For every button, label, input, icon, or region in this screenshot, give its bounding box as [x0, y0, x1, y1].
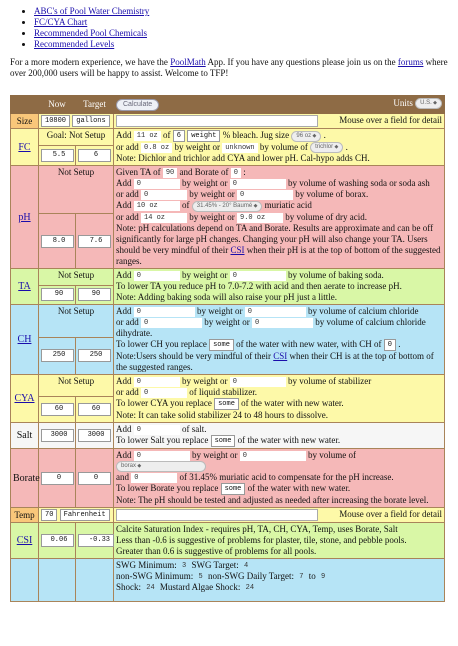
ph-dry-acid-volume[interactable]: 9.0 oz — [237, 213, 283, 223]
salt-replace-select[interactable]: some — [211, 435, 236, 447]
cya-stab-weight[interactable]: 0 — [134, 377, 180, 387]
fc-status: Goal: Not Setup — [39, 129, 114, 146]
ch-target-input[interactable]: 250 — [78, 349, 111, 362]
size-input[interactable]: 10800 — [41, 115, 70, 127]
ph-ta-input[interactable]: 90 — [163, 168, 177, 178]
ch-label[interactable]: CH — [17, 333, 32, 345]
header-target: Target — [76, 96, 114, 114]
ch-now-cell — [39, 337, 76, 374]
ph-acid-type-select[interactable]: 31.45% - 20° Baumé ◆ — [192, 201, 263, 212]
csi-target-value: -0.33 — [78, 534, 114, 547]
ch-row — [11, 304, 445, 337]
salt-now-input[interactable]: 3000 — [41, 429, 74, 442]
ph-target-input[interactable]: 7.6 — [78, 235, 111, 248]
salt-instructions: Add 0 of salt. To lower Salt you replace some of the water with new water. — [114, 422, 445, 448]
poolmath-app-link[interactable]: PoolMath — [170, 57, 206, 67]
ta-instructions: Add 0 by weight or 0 by volume of baking soda. To lower TA you reduce pH to 7.0-7.2 with acid and then aerate to increase pH. Note: Adding baking soda will also raise your pH just a little. — [114, 268, 445, 304]
swg-label-cell — [11, 559, 39, 602]
ch-new-water-input[interactable]: 0 — [384, 339, 396, 351]
ta-now-cell — [39, 285, 76, 304]
header-row — [11, 96, 445, 114]
ph-row — [11, 166, 445, 214]
fc-target-input[interactable]: 6 — [78, 149, 111, 162]
ch-replace-select[interactable]: some — [209, 339, 234, 351]
borate-target-cell — [76, 448, 114, 507]
ta-now-input[interactable]: 90 — [41, 288, 74, 301]
size-label: Size — [11, 114, 39, 129]
size-hint: Mouse over a field for detail — [339, 115, 442, 125]
fc-label[interactable]: FC — [18, 141, 31, 153]
ta-note1: To lower TA you reduce pH to 7.0-7.2 with acid and then aerate to increase pH. — [116, 280, 402, 291]
size-hint-cell — [114, 114, 445, 129]
header-now: Now — [39, 96, 76, 114]
link-item[interactable] — [34, 6, 458, 17]
cya-row — [11, 374, 445, 396]
size-hint-bar — [116, 115, 318, 127]
resource-links — [0, 6, 458, 50]
ch-cc-weight[interactable]: 0 — [134, 307, 195, 317]
salt-label: Salt — [16, 429, 33, 441]
salt-target-cell — [76, 422, 114, 448]
ta-soda-volume[interactable]: 0 — [230, 271, 286, 281]
cya-note: Note: It can take solid stabilizer 24 to 48 hours to dissolve. — [116, 409, 328, 420]
cya-now-cell — [39, 397, 76, 423]
ph-target-cell — [76, 214, 114, 269]
ta-soda-weight[interactable]: 0 — [134, 271, 180, 281]
fc-row — [11, 129, 445, 146]
borate-target-input[interactable]: 0 — [78, 472, 111, 485]
ph-status: Not Setup — [39, 166, 114, 214]
recommended-chemicals-link[interactable]: Recommended Pool Chemicals — [34, 28, 147, 38]
ph-borax-weight[interactable]: 0 — [141, 190, 187, 200]
mustard-shock-value: 24 — [245, 584, 255, 593]
salt-target-input[interactable]: 3000 — [78, 429, 111, 442]
ph-borate-input[interactable]: 0 — [231, 168, 241, 178]
ch-target-cell — [76, 337, 114, 374]
ch-note: Note:Users should be very mindful of their CSI when their CH is at the top of bottom of the suggested ranges. — [116, 350, 434, 372]
csi-label[interactable]: CSI — [16, 535, 33, 547]
ph-csi-link[interactable]: CSI — [230, 244, 245, 255]
ph-soda-volume[interactable]: 0 — [230, 179, 286, 189]
ph-borax-volume[interactable]: 0 — [237, 190, 293, 200]
nonswg-daily-to: 9 — [320, 573, 326, 582]
ph-note: Note: pH calculations depend on TA and Borate. Results are approximate and can be off significantly for large pH changes. Changing your pH will also change your TA. Users should be very mindful of their CSI when their pH is at the top of bottom of the suggested ranges. — [116, 222, 441, 266]
fc-bleach-amount[interactable]: 11 oz — [134, 131, 161, 141]
swg-min-value: 3 — [182, 562, 187, 571]
temp-hint-bar — [116, 509, 318, 521]
ph-label[interactable]: pH — [18, 211, 31, 223]
cya-target-input[interactable]: 60 — [78, 403, 111, 416]
size-inputs — [39, 114, 114, 129]
cya-target-cell — [76, 397, 114, 423]
csi-now-cell — [39, 523, 76, 559]
ph-dry-acid-weight[interactable]: 14 oz — [141, 213, 187, 223]
fc-now-cell — [39, 146, 76, 166]
borate-now-cell — [39, 448, 76, 507]
ph-now-input[interactable]: 8.0 — [41, 235, 74, 248]
fc-cya-chart-link[interactable]: FC/CYA Chart — [34, 17, 88, 27]
temp-input[interactable]: 70 — [41, 509, 57, 521]
ph-soda-weight[interactable]: 0 — [134, 179, 180, 189]
fc-note: Note: Dichlor and trichlor add CYA and lower pH. Cal-hypo adds CH. — [116, 153, 370, 164]
swg-info: SWG Minimum: 3 SWG Target: 4 non-SWG Minimum: 5 non-SWG Daily Target: 7 to 9 Shock: 24 Mustard Algae Shock: 24 — [114, 559, 445, 602]
ta-label-cell — [11, 268, 39, 304]
nonswg-min-value: 5 — [198, 573, 203, 582]
borate-product-select[interactable]: borax ◆ — [116, 461, 206, 472]
fc-label-cell — [11, 129, 39, 166]
abc-chemistry-link[interactable]: ABC's of Pool Water Chemistry — [34, 6, 150, 16]
fc-jug-size-select[interactable]: 96 oz ◆ — [291, 131, 321, 142]
csi-label-cell — [11, 523, 39, 559]
ch-cc-volume[interactable]: 0 — [245, 307, 306, 317]
ph-instructions: Given TA of 90 and Borate of 0 : Add 0 by weight or 0 by volume of washing soda or soda ash or add 0 by weight or 0 by volume of borax. Add 10 oz of 31.45% - 20° Baumé ◆ muriatic acid or add 14 oz by weight or 9.0 oz by volume of dry acid. Note: pH calculations depend on TA and Borate. Results are approximate and can be off significantly for large pH changes. Changing your pH will also change your TA. Users should be very mindful of their CSI when their pH is at the top of bottom of the suggested ranges. — [114, 166, 445, 268]
fc-now-input[interactable]: 5.5 — [41, 149, 74, 162]
ta-note2: Note: Adding baking soda will also raise your pH just a little. — [116, 291, 337, 302]
link-item[interactable] — [34, 28, 458, 39]
borate-label-cell — [11, 448, 39, 507]
salt-now-cell — [39, 422, 76, 448]
ta-status: Not Setup — [39, 268, 114, 285]
header-blank — [11, 96, 39, 114]
swg-row — [11, 559, 445, 602]
ta-row — [11, 268, 445, 285]
intro-text: For a more modern experience, we have the PoolMath App. If you have any questions please join us on the forums where over 200,000 users will be happy to assist. Welcome to TFP! — [10, 57, 448, 78]
recommended-levels-link[interactable]: Recommended Levels — [34, 39, 115, 49]
csi-info: Calcite Saturation Index - requires pH, TA, CH, CYA, Temp, uses Borate, Salt Less than -0.6 is suggestive of problems for plaster, tile, stone, and pebble pools. Greater than 0.6 is suggestive of problems for all pools. — [114, 523, 445, 559]
ch-csi-link[interactable]: CSI — [273, 350, 288, 361]
borate-note: Note: The pH should be tested and adjusted as needed after increasing the borate level. — [116, 495, 429, 506]
pool-calculator-table — [10, 95, 445, 602]
cya-liquid-input[interactable]: 0 — [141, 388, 187, 398]
link-item[interactable] — [34, 39, 458, 50]
cya-status: Not Setup — [39, 374, 114, 396]
temp-row — [11, 508, 445, 523]
fc-weight-select[interactable]: weight — [187, 130, 220, 142]
salt-row — [11, 422, 445, 448]
cya-instructions: Add 0 by weight or 0 by volume of stabilizer or add 0 of liquid stabilizer. To lower CYA you replace some of the water with new water. Note: It can take solid stabilizer 24 to 48 hours to dissolve. — [114, 374, 445, 422]
temp-hint: Mouse over a field for detail — [339, 509, 442, 520]
ch-ccd-weight[interactable]: 0 — [141, 318, 202, 328]
link-item[interactable] — [34, 17, 458, 28]
ta-target-input[interactable]: 90 — [78, 288, 111, 301]
salt-label-cell — [11, 422, 39, 448]
ch-label-cell — [11, 304, 39, 374]
temp-inputs — [39, 508, 114, 523]
swg-target-value: 4 — [244, 562, 249, 571]
calculate-button[interactable]: Calculate — [116, 99, 159, 111]
borate-instructions: Add 0 by weight or 0 by volume of borax ◆ and 0 of 31.45% muriatic acid to compensate for the pH increase. To lower Borate you replace some of the water with new water. Note: The pH should be tested and adjusted as needed after increasing the borate level. — [114, 448, 445, 507]
borate-acid-input[interactable]: 0 — [131, 473, 177, 483]
fc-bleach-percent[interactable]: 6 — [173, 130, 185, 142]
ph-acid-amount[interactable]: 10 oz — [134, 201, 180, 211]
ph-label-cell — [11, 166, 39, 268]
salt-amount-input[interactable]: 0 — [134, 425, 180, 435]
borate-weight-input[interactable]: 0 — [134, 451, 190, 461]
fc-alt-volume[interactable]: unknown — [222, 143, 257, 153]
nonswg-daily-from: 7 — [299, 573, 304, 582]
temp-unit-select[interactable]: Fahrenheit — [60, 509, 110, 521]
fc-instructions: Add 11 oz of 6 weight % bleach. Jug size 96 oz ◆ . or add 0.8 oz by weight or unknown by volume of trichlor ◆ . Note: Dichlor and trichlor add CYA and lower pH. Cal-hypo adds CH. — [114, 129, 445, 166]
borate-now-input[interactable]: 0 — [41, 472, 74, 485]
ta-target-cell — [76, 285, 114, 304]
borate-label: Borate — [13, 472, 40, 484]
cya-now-input[interactable]: 60 — [41, 403, 74, 416]
units-control: Units U.S. ◆ — [393, 98, 442, 109]
csi-target-cell — [76, 523, 114, 559]
fc-target-cell — [76, 146, 114, 166]
ph-now-cell — [39, 214, 76, 269]
swg-target-cell — [76, 559, 114, 602]
size-row — [11, 114, 445, 129]
units-select[interactable]: U.S. ◆ — [415, 98, 442, 109]
temp-hint-cell — [114, 508, 445, 523]
borate-volume-input[interactable]: 0 — [240, 451, 306, 461]
ch-instructions: Add 0 by weight or 0 by volume of calcium chloride or add 0 by weight or 0 by volume of calcium chloride dihydrate. To lower CH you replace some of the water with new water, with CH of 0 . Note:Users should be very mindful of their CSI when their CH is at the top of bottom of the suggested ranges. — [114, 304, 445, 374]
ch-ccd-volume[interactable]: 0 — [252, 318, 313, 328]
cya-replace-select[interactable]: some — [214, 398, 239, 410]
cya-label-cell — [11, 374, 39, 422]
fc-product-select[interactable]: trichlor ◆ — [310, 142, 343, 153]
borate-replace-select[interactable]: some — [221, 483, 246, 495]
shock-value: 24 — [146, 584, 155, 593]
header-actions — [114, 96, 445, 114]
csi-now-value: 0.06 — [41, 534, 74, 547]
ch-status: Not Setup — [39, 304, 114, 337]
swg-now-cell — [39, 559, 76, 602]
fc-alt-weight[interactable]: 0.8 oz — [141, 143, 172, 153]
cya-label[interactable]: CYA — [14, 392, 35, 404]
size-unit-select[interactable]: gallons — [72, 115, 109, 127]
csi-row — [11, 523, 445, 559]
temp-label: Temp — [11, 508, 39, 523]
forums-link[interactable]: forums — [397, 57, 424, 67]
ch-now-input[interactable]: 250 — [41, 349, 74, 362]
cya-stab-volume[interactable]: 0 — [230, 377, 286, 387]
ta-label[interactable]: TA — [18, 280, 31, 292]
borate-row — [11, 448, 445, 507]
